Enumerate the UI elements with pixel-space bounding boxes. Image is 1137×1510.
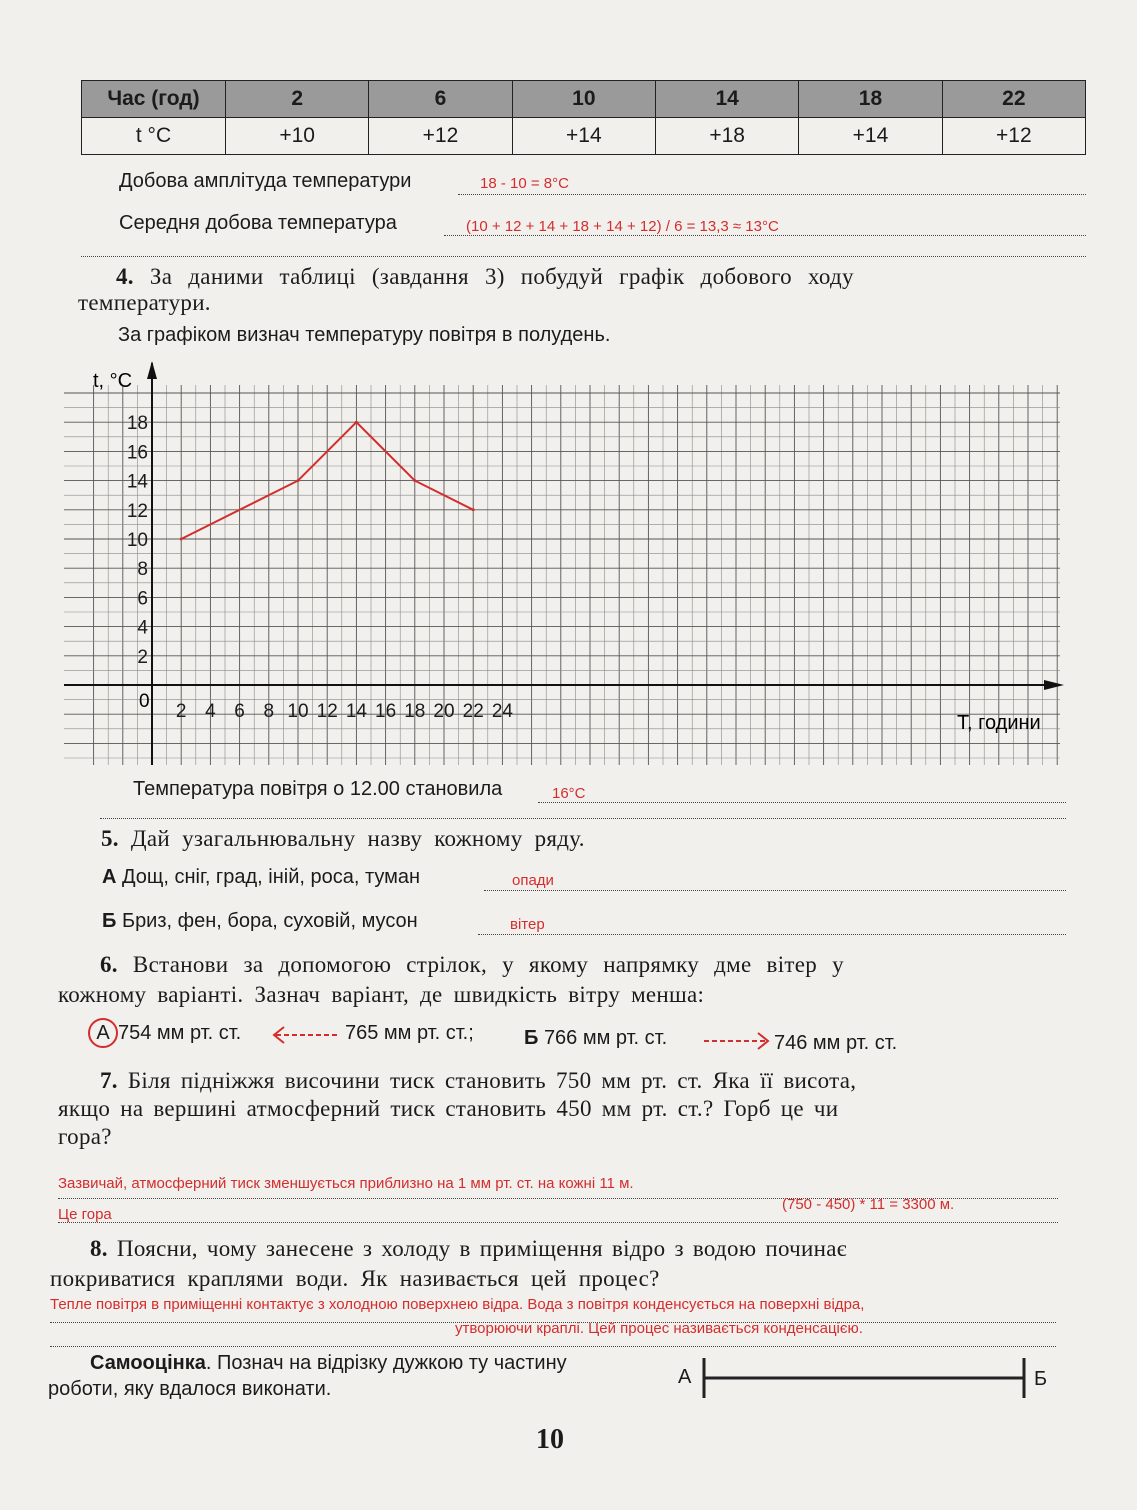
x-tick-label: 18 xyxy=(404,701,426,722)
table-cell: 10 xyxy=(512,81,655,118)
x-tick-label: 16 xyxy=(375,701,397,722)
origin-label: 0 xyxy=(139,691,150,712)
option-letter: Б xyxy=(524,1027,539,1049)
table-cell: +14 xyxy=(799,118,942,155)
y-axis-ticks xyxy=(127,413,149,668)
task6-b-right: 746 мм рт. ст. xyxy=(774,1032,898,1054)
task5-option-b xyxy=(102,910,418,933)
task4-number: 4. xyxy=(116,264,134,289)
temperature-line-chart xyxy=(60,355,1070,775)
option-letter: А xyxy=(102,866,117,888)
self-assessment xyxy=(90,1352,567,1375)
task7-line1: Біля підніжжя височини тиск становить 750 мм рт. ст. Яка її висота, xyxy=(127,1068,857,1093)
answer-line xyxy=(484,890,1066,891)
answer-line xyxy=(81,256,1086,257)
option-letter: А xyxy=(96,1022,110,1044)
task8-line1: Поясни, чому занесене з холоду в приміщення відро з водою починає xyxy=(116,1236,847,1261)
task6-a-left: 754 мм рт. ст. xyxy=(118,1022,242,1044)
answer-line xyxy=(444,235,1086,236)
answer-line xyxy=(50,1346,1056,1347)
temperature-table xyxy=(81,80,1086,155)
segment-label-b: Б xyxy=(1034,1368,1048,1390)
task6-number: 6. xyxy=(100,952,118,977)
self-line1: . Познач на відрізку дужкою ту частину xyxy=(205,1352,567,1374)
task6-text xyxy=(100,952,1066,978)
x-tick-label: 22 xyxy=(462,701,484,722)
table-cell: 2 xyxy=(226,81,369,118)
segment-label-a: А xyxy=(678,1366,692,1388)
task7-answer3: Це гора xyxy=(58,1206,112,1223)
table-cell: +10 xyxy=(226,118,369,155)
answer-line xyxy=(100,818,1066,819)
task7-answer1: Зазвичай, атмосферний тиск зменшується приблизно на 1 мм рт. ст. на кожні 11 м. xyxy=(58,1175,634,1192)
page-number: 10 xyxy=(536,1424,564,1455)
option-text: Дощ, сніг, град, іній, роса, туман xyxy=(122,866,421,888)
arrow-right-icon xyxy=(702,1030,772,1052)
answer-line xyxy=(538,802,1066,803)
x-tick-label: 2 xyxy=(175,701,187,722)
x-tick-label: 12 xyxy=(316,701,338,722)
y-tick-label: 14 xyxy=(126,471,148,493)
circled-option-a xyxy=(88,1018,118,1048)
y-axis-label: t, °C xyxy=(93,370,133,392)
option-letter: Б xyxy=(102,910,117,932)
x-axis-ticks xyxy=(176,701,513,722)
task7-number: 7. xyxy=(100,1068,118,1093)
self-assessment-segment[interactable] xyxy=(698,1354,1030,1402)
x-tick-label: 8 xyxy=(263,701,275,722)
y-tick-label: 6 xyxy=(137,588,148,610)
y-axis-arrow-icon xyxy=(147,361,157,379)
task4-text xyxy=(116,264,1086,290)
y-tick-label: 18 xyxy=(126,413,148,435)
table-cell: 22 xyxy=(942,81,1085,118)
average-answer: (10 + 12 + 14 + 18 + 14 + 12) / 6 = 13,3 ≈ 13°C xyxy=(466,218,779,235)
y-tick-label: 2 xyxy=(137,646,148,668)
x-tick-label: 6 xyxy=(234,701,245,722)
x-axis-label: T, години xyxy=(957,712,1041,734)
x-tick-label: 14 xyxy=(345,701,367,722)
table-cell: +18 xyxy=(655,118,798,155)
y-tick-label: 4 xyxy=(137,617,148,639)
table-cell: Час (год) xyxy=(82,81,226,118)
task4-line2: температури. xyxy=(78,290,211,315)
task7-line2: якщо на вершині атмосферний тиск становить 450 мм рт. ст.? Горб це чи xyxy=(58,1096,839,1121)
answer-line xyxy=(58,1222,1058,1223)
y-tick-label: 8 xyxy=(137,559,148,581)
y-tick-label: 10 xyxy=(126,530,148,551)
task7-answer2: (750 - 450) * 11 = 3300 м. xyxy=(782,1196,955,1213)
table-cell: 6 xyxy=(369,81,512,118)
task8-answer1: Тепле повітря в приміщенні контактує з холодною поверхнею відра. Вода з повітря конденсується на поверхні відра, xyxy=(50,1296,865,1313)
amplitude-answer: 18 - 10 = 8°C xyxy=(480,175,569,192)
task6-a-right: 765 мм рт. ст.; xyxy=(345,1022,474,1044)
x-tick-label: 10 xyxy=(287,701,309,722)
task5-option-a xyxy=(102,866,420,889)
arrow-left-icon xyxy=(270,1024,340,1046)
x-axis-arrow-icon xyxy=(1044,680,1064,690)
task7-line3: гора? xyxy=(58,1124,112,1149)
task4-result-label: Температура повітря о 12.00 становила xyxy=(133,778,503,800)
table-cell: t °C xyxy=(82,118,226,155)
task4-line1: За даними таблиці (завдання 3) побудуй графік добового ходу xyxy=(149,264,854,289)
task5-number: 5. xyxy=(101,826,119,851)
task4-subtext: За графіком визнач температуру повітря в полудень. xyxy=(118,324,611,346)
data-point xyxy=(180,538,183,541)
task5-answer-b: вітер xyxy=(510,916,545,933)
y-tick-label: 12 xyxy=(126,500,148,522)
data-point xyxy=(297,479,300,482)
average-label: Середня добова температура xyxy=(119,212,397,234)
task6-option-b xyxy=(524,1027,667,1050)
table-cell: +14 xyxy=(512,118,655,155)
task8-answer2: утворюючи краплі. Цей процес називається конденсацією. xyxy=(455,1320,863,1337)
task8-number: 8. xyxy=(90,1236,108,1261)
task5-answer-a: опади xyxy=(512,872,554,889)
y-tick-label: 16 xyxy=(126,442,148,464)
table-cell: +12 xyxy=(369,118,512,155)
answer-line xyxy=(478,934,1066,935)
amplitude-label: Добова амплітуда температури xyxy=(119,170,412,192)
task8-text xyxy=(90,1236,1056,1262)
task5-text xyxy=(101,826,585,852)
x-tick-label: 20 xyxy=(433,701,455,722)
table-row xyxy=(82,118,1086,155)
x-tick-label: 4 xyxy=(205,701,216,722)
self-title: Самооцінка xyxy=(90,1352,206,1374)
task6-line1: Встанови за допомогою стрілок, у якому напрямку дме вітер у xyxy=(132,952,844,977)
task8-line2: покриватися краплями води. Як називається цей процес? xyxy=(50,1266,660,1291)
self-line2: роботи, яку вдалося виконати. xyxy=(48,1378,332,1400)
table-cell: 18 xyxy=(799,81,942,118)
option-text: Бриз, фен, бора, суховій, мусон xyxy=(121,910,418,932)
task6-line2: кожному варіанті. Зазнач варіант, де швидкість вітру менша: xyxy=(58,982,705,1007)
task5-line: Дай узагальнювальну назву кожному ряду. xyxy=(130,826,585,851)
data-point xyxy=(355,421,358,424)
x-tick-label: 24 xyxy=(491,701,513,722)
task4-result-answer: 16°C xyxy=(552,785,586,802)
answer-line xyxy=(458,194,1086,195)
task6-b-left: 766 мм рт. ст. xyxy=(543,1027,668,1049)
table-cell: +12 xyxy=(942,118,1085,155)
data-point xyxy=(413,479,416,482)
data-point xyxy=(472,508,475,511)
task7-text xyxy=(100,1068,1056,1094)
table-cell: 14 xyxy=(655,81,798,118)
table-header-row xyxy=(82,81,1086,118)
